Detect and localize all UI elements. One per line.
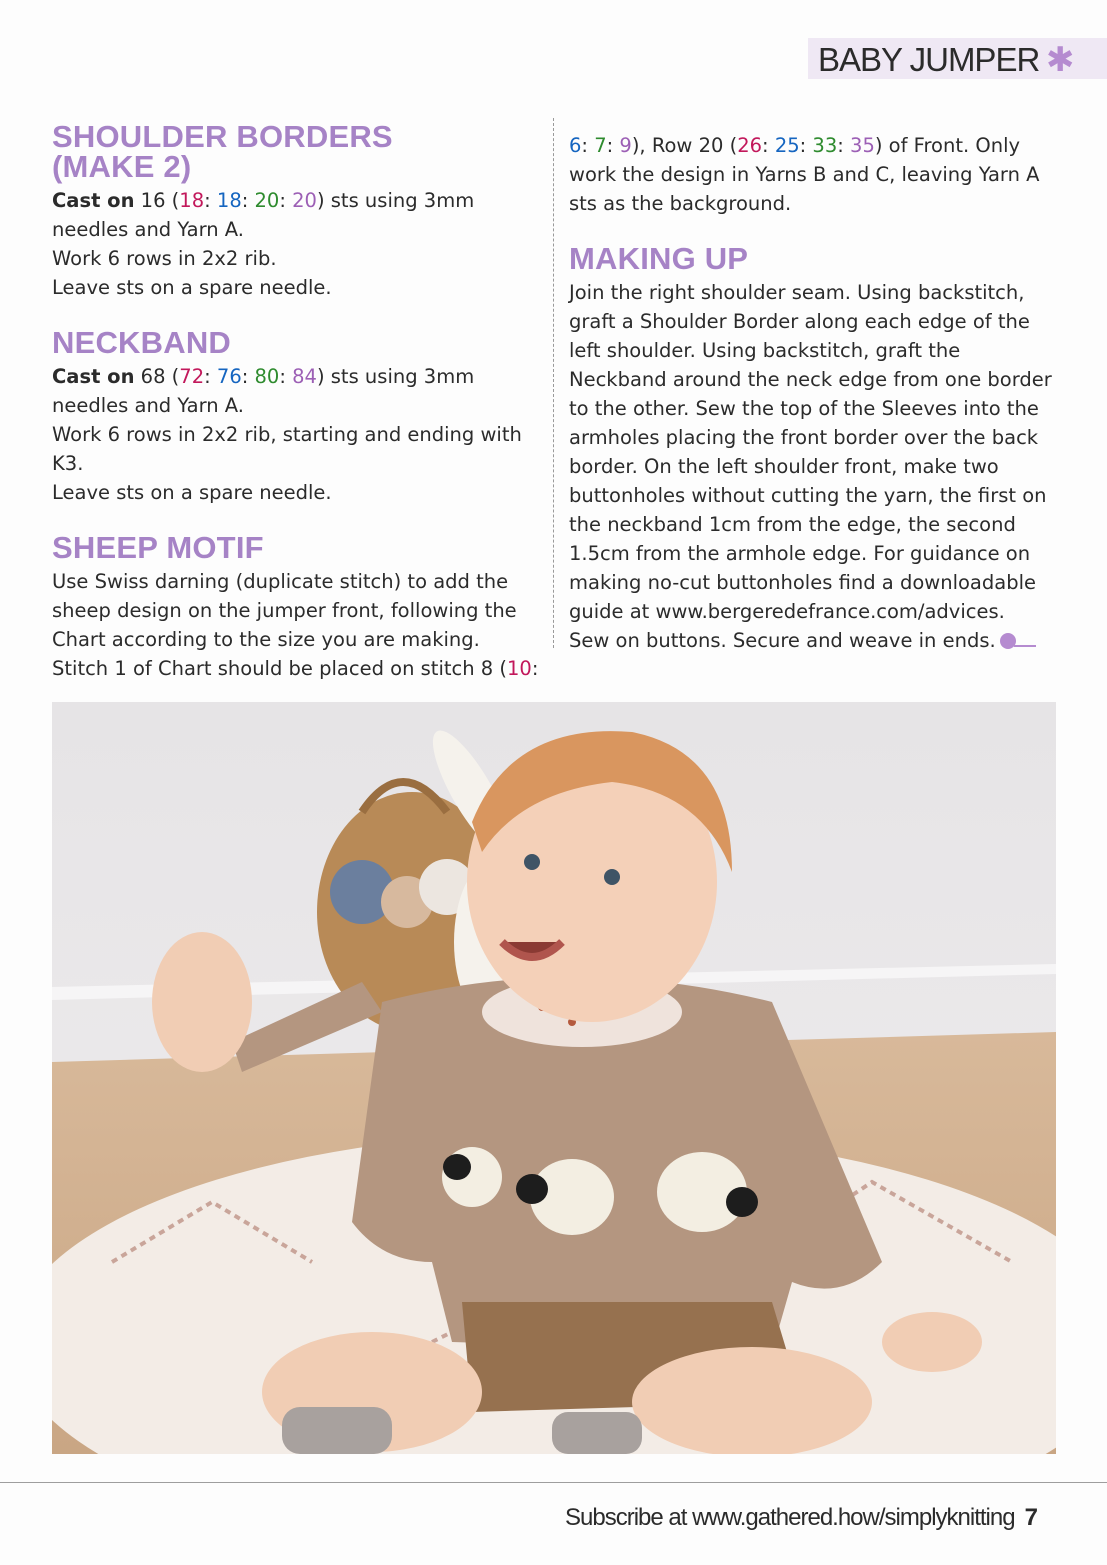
sheep-motif-body (52, 567, 540, 683)
baby-jumper-photo (52, 702, 1056, 1454)
neckband-line-2: needles and Yarn A. (52, 394, 244, 417)
making-up-line: 1.5cm from the armhole edge. For guidance on (569, 542, 1031, 565)
right-column (569, 131, 1059, 655)
column-divider (553, 118, 554, 648)
making-up-line: to the other. Sew the top of the Sleeves into the (569, 397, 1039, 420)
sheep-line-2: sheep design on the jumper front, following the (52, 599, 517, 622)
neckband-heading: NECKBAND (52, 325, 231, 360)
making-up-last-line: Sew on buttons. Secure and weave in ends. (569, 626, 1059, 655)
shoulder-cast-on-line: Cast on 16 (18: 18: 20: 20) sts using 3mm (52, 189, 475, 212)
footer (565, 1504, 1038, 1532)
sheep-cont-line-2: work the design in Yarns B and C, leaving Yarn A (569, 163, 1040, 186)
neckband-cast-on-line: Cast on 68 (72: 76: 80: 84) sts using 3mm (52, 365, 475, 388)
making-up-line: guide at www.bergeredefrance.com/advices. (569, 600, 1005, 623)
footer-rule (0, 1482, 1107, 1483)
neckband-body (52, 362, 540, 507)
shoulder-line-2: needles and Yarn A. (52, 218, 244, 241)
shoulder-borders-body (52, 186, 540, 302)
shoulder-line-3: Work 6 rows in 2x2 rib. (52, 247, 277, 270)
shoulder-borders-heading: SHOULDER BORDERS (MAKE 2) (52, 119, 393, 184)
sheep-motif-heading: SHEEP MOTIF (52, 530, 264, 565)
making-up-line: border. On the left shoulder front, make two (569, 455, 999, 478)
flower-icon: ✱ (1046, 40, 1075, 80)
left-column (52, 119, 540, 683)
sheep-line-1: Use Swiss darning (duplicate stitch) to add the (52, 570, 509, 593)
footer-subscribe-text: Subscribe at www.gathered.how/simplyknitting (565, 1504, 1015, 1531)
making-up-line: the neckband 1cm from the edge, the second (569, 513, 1016, 536)
making-up-heading: MAKING UP (569, 241, 749, 276)
sheep-line-3: Chart according to the size you are making. (52, 628, 480, 651)
sheep-motif-continued (569, 131, 1059, 218)
making-up-line: graft a Shoulder Border along each edge of the (569, 310, 1030, 333)
sheep-line-4: Stitch 1 of Chart should be placed on stitch 8 (10: (52, 657, 539, 680)
making-up-line: Neckband around the neck edge from one border (569, 368, 1052, 391)
page-number: 7 (1024, 1504, 1038, 1531)
making-up-line: Join the right shoulder seam. Using backstitch, (569, 281, 1025, 304)
making-up-body (569, 278, 1059, 655)
sheep-cont-line-1: 6: 7: 9), Row 20 (26: 25: 33: 35) of Front. Only (569, 134, 1021, 157)
making-up-line: armholes placing the front border over the back (569, 426, 1039, 449)
making-up-line: buttonholes without cutting the yarn, the first on (569, 484, 1047, 507)
sheep-cont-line-3: sts as the background. (569, 192, 792, 215)
making-up-line: left shoulder. Using backstitch, graft the (569, 339, 961, 362)
section-tag (808, 38, 1107, 79)
yarn-ball-icon (1000, 633, 1016, 649)
making-up-line: making no-cut buttonholes find a downloadable (569, 571, 1036, 594)
section-tag-label: BABY JUMPER (818, 41, 1040, 78)
neckband-line-4: Leave sts on a spare needle. (52, 481, 332, 504)
shoulder-line-4: Leave sts on a spare needle. (52, 276, 332, 299)
neckband-line-3: Work 6 rows in 2x2 rib, starting and ending with K3. (52, 423, 522, 475)
